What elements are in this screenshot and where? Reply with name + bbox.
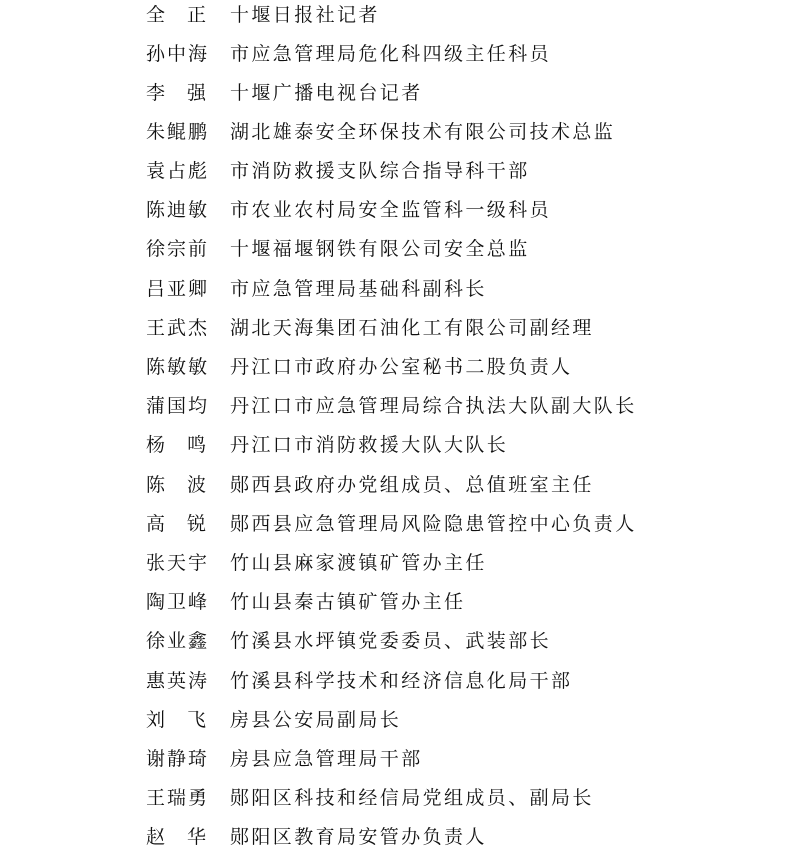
person-name: 徐业鑫 (146, 630, 210, 652)
person-name: 朱鲲鹏 (146, 121, 210, 143)
person-title: 郧西县政府办党组成员、总值班室主任 (230, 474, 594, 496)
name-char: 赵 (146, 826, 166, 848)
person-title: 郧西县应急管理局风险隐患管控中心负责人 (230, 513, 637, 535)
person-name: 吕亚卿 (146, 278, 210, 300)
roster-row (0, 230, 792, 269)
person-title: 竹山县秦古镇矿管办主任 (230, 591, 466, 613)
person-title: 市农业农村局安全监管科一级科员 (230, 199, 552, 221)
name-char: 高 (146, 513, 166, 535)
person-title: 竹山县麻家渡镇矿管办主任 (230, 552, 487, 574)
roster-row (0, 309, 792, 348)
person-name: 谢静琦 (146, 748, 210, 770)
roster-row (0, 426, 792, 465)
roster-row (0, 348, 792, 387)
person-name: 陈迪敏 (146, 199, 210, 221)
roster-row (0, 113, 792, 152)
person-title: 市应急管理局基础科副科长 (230, 278, 487, 300)
person-title: 郧阳区科技和经信局党组成员、副局长 (230, 787, 594, 809)
person-title: 湖北天海集团石油化工有限公司副经理 (230, 317, 594, 339)
roster-row (0, 701, 792, 740)
roster-row (0, 544, 792, 583)
name-char: 陈 (146, 474, 166, 496)
name-char: 杨 (146, 434, 166, 456)
roster-row (0, 0, 792, 35)
person-name: 王瑞勇 (146, 787, 210, 809)
person-name (146, 818, 210, 857)
name-char: 鸣 (187, 434, 207, 456)
roster-row (0, 779, 792, 818)
name-char: 飞 (187, 709, 207, 731)
person-name: 张天宇 (146, 552, 210, 574)
roster-row (0, 152, 792, 191)
name-char: 华 (187, 826, 207, 848)
name-char: 波 (187, 474, 207, 496)
person-title: 房县应急管理局干部 (230, 748, 423, 770)
person-name: 孙中海 (146, 43, 210, 65)
person-name: 陶卫峰 (146, 591, 210, 613)
roster-row (0, 662, 792, 701)
name-char: 锐 (187, 513, 207, 535)
person-title: 丹江口市应急管理局综合执法大队副大队长 (230, 395, 637, 417)
roster-row (0, 270, 792, 309)
roster-row (0, 505, 792, 544)
name-char: 强 (187, 82, 207, 104)
person-title: 市消防救援支队综合指导科干部 (230, 160, 530, 182)
roster-row (0, 818, 792, 857)
person-title: 十堰广播电视台记者 (230, 82, 423, 104)
person-name: 惠英涛 (146, 670, 210, 692)
person-name: 王武杰 (146, 317, 210, 339)
name-char: 刘 (146, 709, 166, 731)
person-name (146, 466, 210, 505)
person-name (146, 74, 210, 113)
roster-row (0, 387, 792, 426)
person-name (146, 426, 210, 465)
roster-row (0, 466, 792, 505)
name-char: 正 (187, 4, 207, 26)
person-title: 湖北雄泰安全环保技术有限公司技术总监 (230, 121, 616, 143)
person-name (146, 701, 210, 740)
person-name (146, 0, 210, 35)
person-title: 十堰日报社记者 (230, 4, 380, 26)
person-title: 丹江口市政府办公室秘书二股负责人 (230, 356, 573, 378)
person-title: 丹江口市消防救援大队大队长 (230, 434, 509, 456)
name-char: 李 (146, 82, 166, 104)
person-name (146, 505, 210, 544)
roster-row (0, 191, 792, 230)
roster-row (0, 583, 792, 622)
roster-row (0, 740, 792, 779)
person-name: 徐宗前 (146, 238, 210, 260)
roster-row (0, 74, 792, 113)
person-title: 竹溪县水坪镇党委委员、武装部长 (230, 630, 552, 652)
person-name: 蒲国均 (146, 395, 210, 417)
person-title: 郧阳区教育局安管办负责人 (230, 826, 487, 848)
person-title: 房县公安局副局长 (230, 709, 402, 731)
roster-row (0, 622, 792, 661)
person-title: 市应急管理局危化科四级主任科员 (230, 43, 552, 65)
roster-row (0, 35, 792, 74)
person-title: 十堰福堰钢铁有限公司安全总监 (230, 238, 530, 260)
name-char: 全 (146, 4, 166, 26)
person-name: 袁占彪 (146, 160, 210, 182)
person-name: 陈敏敏 (146, 356, 210, 378)
person-title: 竹溪县科学技术和经济信息化局干部 (230, 670, 573, 692)
